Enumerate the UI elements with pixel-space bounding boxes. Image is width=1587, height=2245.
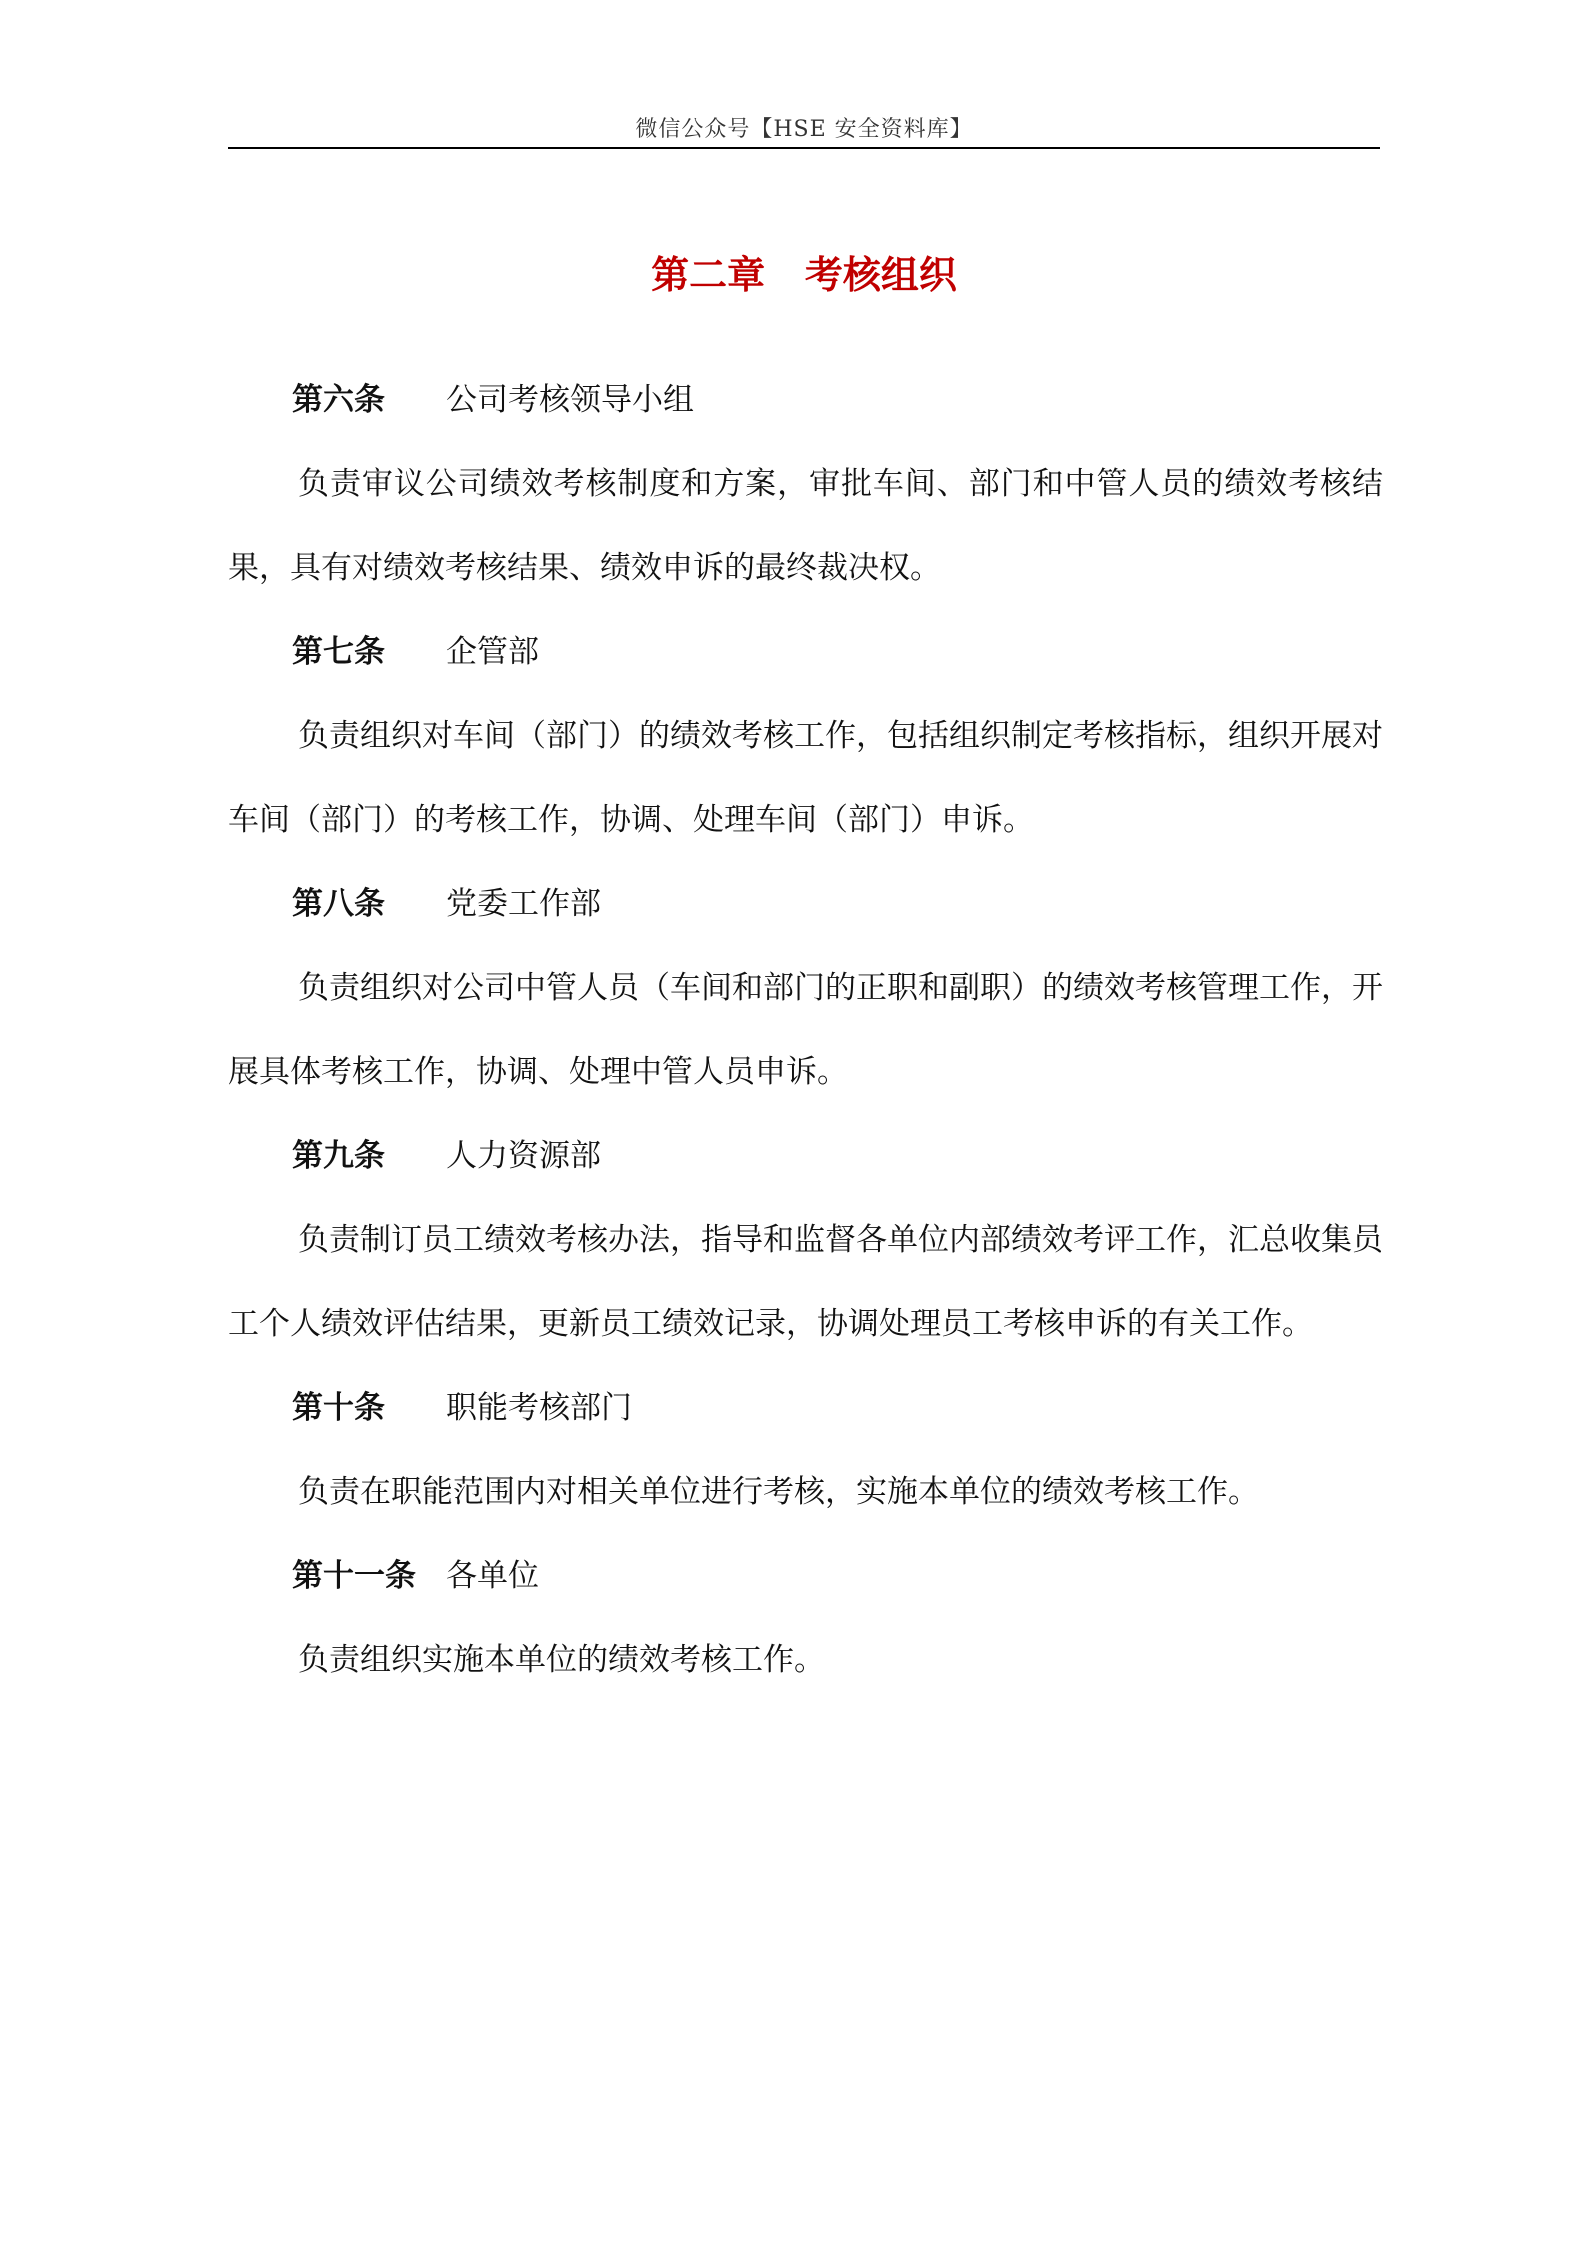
article-10-heading <box>228 1366 1383 1450</box>
article-9-body: 负责制订员工绩效考核办法，指导和监督各单位内部绩效考评工作，汇总收集员工个人绩效评估结果，更新员工绩效记录，协调处理员工考核申诉的有关工作。 <box>228 1222 1383 1342</box>
article-8-heading <box>228 862 1383 946</box>
article-11-body: 负责组织实施本单位的绩效考核工作。 <box>298 1642 825 1678</box>
article-6-body: 负责审议公司绩效考核制度和方案，审批车间、部门和中管人员的绩效考核结果，具有对绩效考核结果、绩效申诉的最终裁决权。 <box>228 466 1383 586</box>
article-title: 人力资源部 <box>446 1138 601 1174</box>
article-7-body: 负责组织对车间（部门）的绩效考核工作，包括组织制定考核指标，组织开展对车间（部门）的考核工作，协调、处理车间（部门）申诉。 <box>228 718 1383 838</box>
article-title: 企管部 <box>446 634 539 670</box>
article-11-heading <box>228 1534 1383 1618</box>
article-number: 第七条 <box>292 634 385 670</box>
article-7-heading <box>228 610 1383 694</box>
article-9-heading <box>228 1114 1383 1198</box>
article-8-body: 负责组织对公司中管人员（车间和部门的正职和副职）的绩效考核管理工作，开展具体考核工作，协调、处理中管人员申诉。 <box>228 970 1383 1090</box>
article-title: 各单位 <box>446 1558 539 1594</box>
article-number: 第六条 <box>292 382 385 418</box>
article-number: 第十一条 <box>292 1558 416 1594</box>
chapter-title: 第二章 考核组织 <box>651 253 957 297</box>
article-number: 第九条 <box>292 1138 385 1174</box>
article-10-body: 负责在职能范围内对相关单位进行考核，实施本单位的绩效考核工作。 <box>298 1474 1259 1510</box>
page-header: 微信公众号【HSE 安全资料库】 <box>635 117 973 142</box>
article-title: 职能考核部门 <box>446 1390 632 1426</box>
article-number: 第十条 <box>292 1390 385 1426</box>
header-rule <box>228 147 1380 149</box>
article-number: 第八条 <box>292 886 385 922</box>
article-title: 党委工作部 <box>446 886 601 922</box>
article-title: 公司考核领导小组 <box>446 382 694 418</box>
article-6-heading <box>228 358 1383 442</box>
article-list <box>228 358 1383 1702</box>
